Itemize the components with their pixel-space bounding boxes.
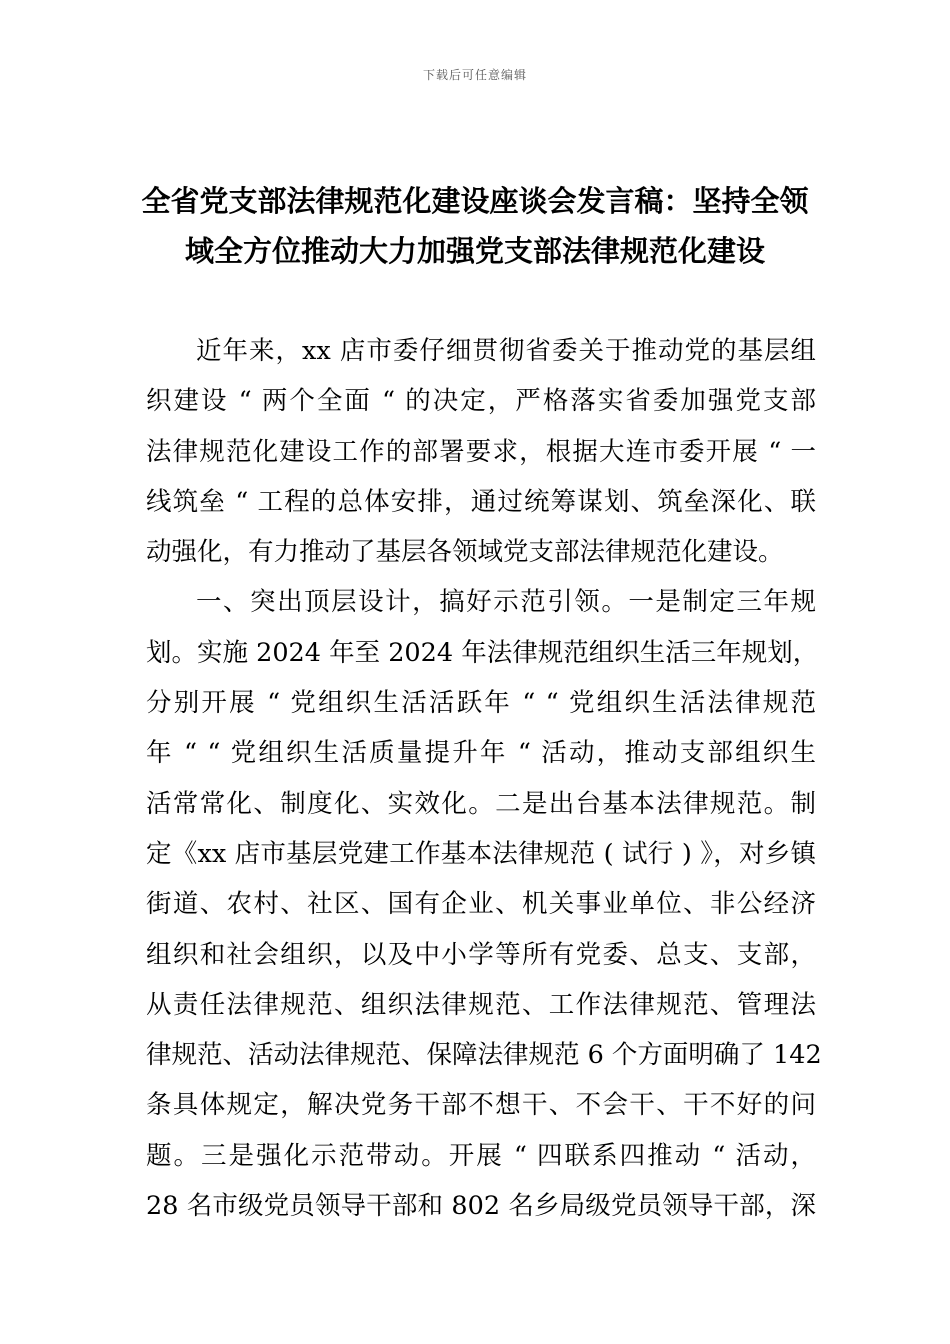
- text-line: 条具体规定，解决党务干部不想干、不会干、干不好的问: [146, 1090, 816, 1121]
- text-line: 组织和社会组织，以及中小学等所有党委、总支、支部，: [146, 939, 816, 970]
- text-line: 动强化，有力推动了基层各领域党支部法律规范化建设。: [146, 537, 784, 568]
- text-line: 从责任法律规范、组织法律规范、工作法律规范、管理法: [146, 989, 816, 1020]
- text-line: 分别开展 “ 党组织生活活跃年 “ “ 党组织生活法律规范: [146, 688, 816, 719]
- text-line: 织建设 “ 两个全面 “ 的决定，严格落实省委加强党支部: [146, 386, 816, 417]
- text-line: 题。三是强化示范带动。开展 “ 四联系四推动 “ 活动，: [146, 1140, 816, 1171]
- text-line: 28 名市级党员领导干部和 802 名乡局级党员领导干部，深: [146, 1191, 816, 1222]
- text-line: 一、突出顶层设计，搞好示范引领。一是制定三年规: [196, 587, 816, 618]
- text-line: 活常常化、制度化、实效化。二是出台基本法律规范。制: [146, 788, 816, 819]
- text-line: 律规范、活动法律规范、保障法律规范 6 个方面明确了 142: [146, 1040, 822, 1071]
- text-line: 定《xx 店市基层党建工作基本法律规范 ( 试行 ) 》，对乡镇: [146, 838, 816, 869]
- header-note: 下载后可任意编辑: [422, 68, 527, 82]
- paragraph-intro: [146, 326, 816, 577]
- title-line: 全省党支部法律规范化建设座谈会发言稿：坚持全领: [141, 184, 809, 218]
- document-body: [146, 326, 822, 1231]
- paragraph-section-one: [146, 577, 822, 1231]
- text-line: 线筑垒 “ 工程的总体安排，通过统筹谋划、筑垒深化、联: [146, 486, 816, 517]
- text-line: 年 “ “ 党组织生活质量提升年 “ 活动，推动支部组织生: [146, 738, 816, 769]
- text-line: 划。实施 2024 年至 2024 年法律规范组织生活三年规划，: [146, 637, 819, 668]
- text-line: 法律规范化建设工作的部署要求，根据大连市委开展 “ 一: [146, 436, 816, 467]
- text-line: 街道、农村、社区、国有企业、机关事业单位、非公经济: [146, 889, 816, 920]
- title-line: 域全方位推动大力加强党支部法律规范化建设: [184, 234, 765, 268]
- document-title: [120, 176, 830, 276]
- text-line: 近年来，xx 店市委仔细贯彻省委关于推动党的基层组: [196, 336, 816, 366]
